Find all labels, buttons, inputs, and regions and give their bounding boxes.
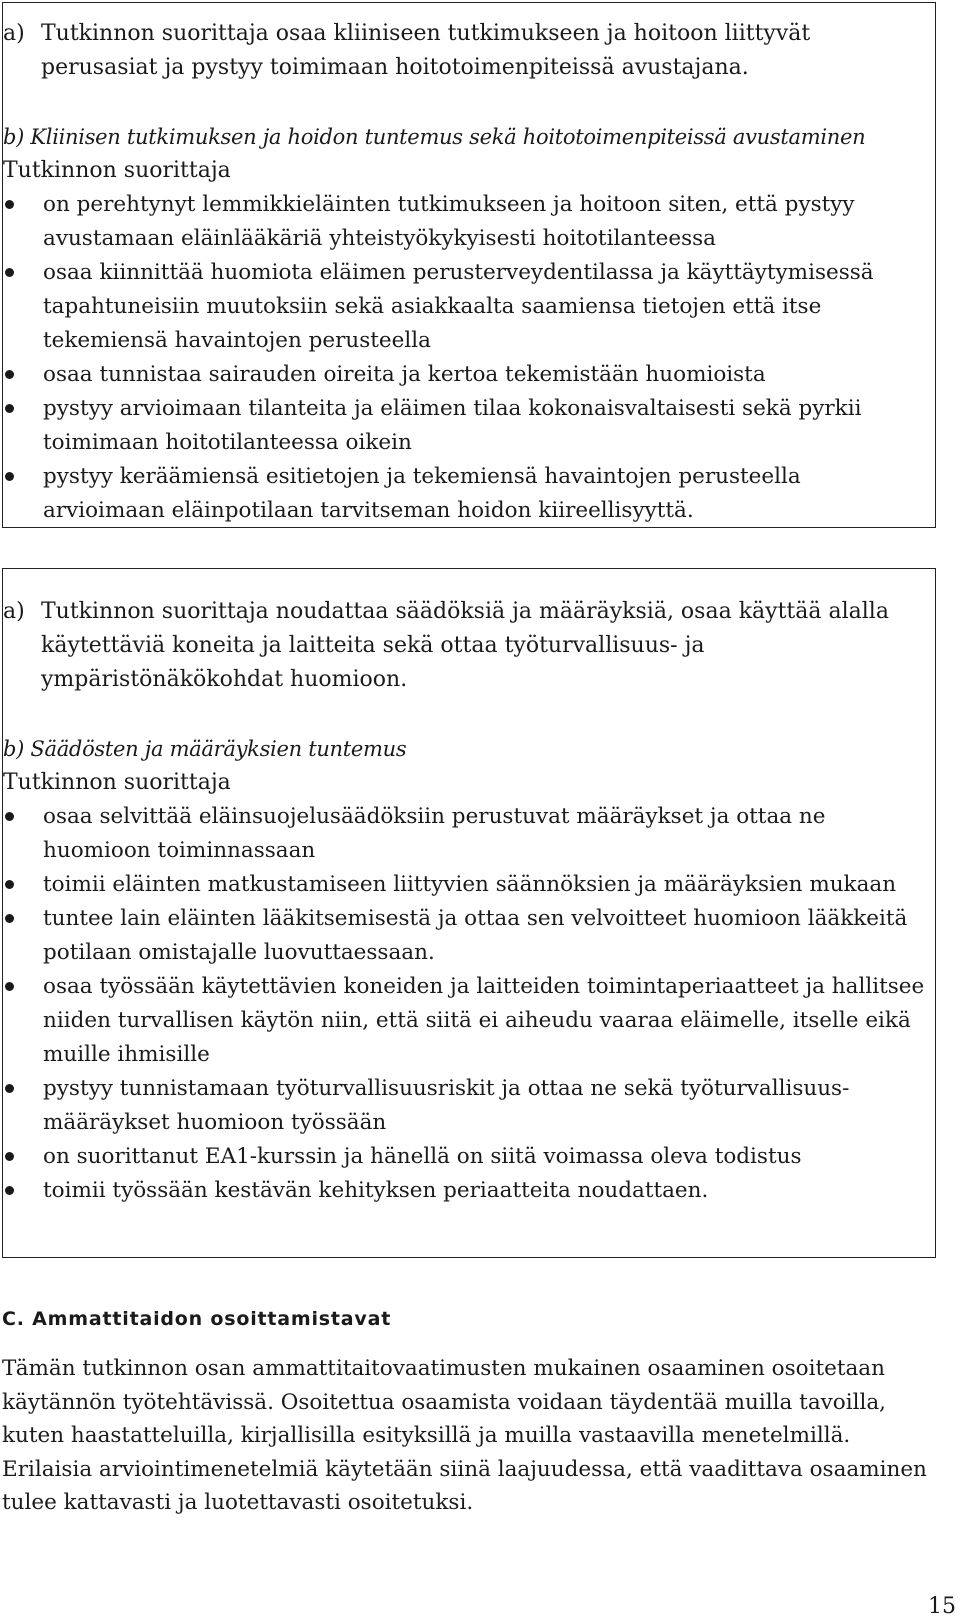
- spacer: [41, 697, 927, 732]
- bullet-icon: [5, 200, 14, 209]
- criteria-item: [3, 970, 927, 1072]
- criteria-item: [3, 902, 927, 970]
- bullet-icon: [5, 812, 14, 821]
- criteria-heading: b) Kliinisen tutkimuksen ja hoidon tuntemus sekä hoitotoimenpiteissä avustaminen: [3, 125, 866, 149]
- criteria-item-text: osaa selvittää eläinsuojelusäädöksiin perustuvat määräykset ja ottaa ne huomioon toiminnassaan: [43, 804, 826, 863]
- criteria-item: [3, 358, 927, 392]
- bullet-icon: [5, 880, 14, 889]
- criteria-item: [3, 1140, 927, 1174]
- criteria-item-text: pystyy tunnistamaan työturvallisuusriskit ja ottaa ne sekä työturvallisuus-määräykset huomioon työssään: [43, 1076, 850, 1135]
- bullet-icon: [5, 472, 14, 481]
- criteria-item-text: toimii työssään kestävän kehityksen periaatteita noudattaen.: [43, 1178, 709, 1203]
- criteria-item: [3, 868, 927, 902]
- page-number: 15: [928, 1594, 956, 1619]
- criteria-list: [3, 188, 927, 528]
- criteria-item: [3, 188, 927, 256]
- subject-label: Tutkinnon suorittaja: [3, 770, 231, 795]
- bullet-icon: [5, 1186, 14, 1195]
- bullet-icon: [5, 1084, 14, 1093]
- objective-a: [3, 17, 927, 85]
- criteria-list: [3, 800, 927, 1208]
- criteria-heading: b) Säädösten ja määräyksien tuntemus: [3, 737, 407, 761]
- bullet-icon: [5, 404, 14, 413]
- section-c-heading: C. Ammattitaidon osoittamistavat: [2, 1308, 392, 1330]
- item-label: a): [3, 21, 25, 46]
- box-content: [3, 17, 927, 528]
- objective-text: Tutkinnon suorittaja osaa kliiniseen tutkimukseen ja hoitoon liittyvät perusasiat ja pystyy toimimaan hoitotoimenpiteissä avustajana.: [41, 21, 811, 80]
- subject-label: Tutkinnon suorittaja: [3, 158, 231, 183]
- box-content: [3, 595, 927, 1208]
- criteria-item-text: toimii eläinten matkustamiseen liittyvien säännöksien ja määräyksien mukaan: [43, 872, 897, 897]
- criteria-item: [3, 460, 927, 528]
- criteria-item: [3, 256, 927, 358]
- bullet-icon: [5, 982, 14, 991]
- criteria-item-text: osaa työssään käytettävien koneiden ja laitteiden toimintaperiaatteet ja hallitsee niiden turvallisen käytön niin, että siitä ei aiheudu vaaraa eläimelle, itselle eikä muille ihmisille: [43, 974, 925, 1067]
- objective-a: [3, 595, 927, 697]
- section-c-body: Tämän tutkinnon osan ammattitaitovaatimusten mukainen osaaminen osoitetaan käytännön työtehtävissä. Osoitettua osaamista voidaan täydentää muilla tavoilla, kuten haastatteluilla, kirjallisilla esityksillä ja muilla vastaavilla menetelmillä. Erilaisia arviointimenetelmiä käytetään siinä laajuudessa, että vaadittava osaaminen tulee kattavasti ja luotettavasti osoitetuksi.: [2, 1356, 927, 1515]
- criteria-item-text: tuntee lain eläinten lääkitsemisestä ja ottaa sen velvoitteet huomioon lääkkeitä potilaan omistajalle luovuttaessaan.: [43, 906, 908, 965]
- bullet-icon: [5, 370, 14, 379]
- criteria-item: [3, 392, 927, 460]
- criteria-item-text: on perehtynyt lemmikkieläinten tutkimukseen ja hoitoon siten, että pystyy avustamaan eläinlääkäriä yhteistyökykyisesti hoitotilanteessa: [43, 192, 855, 251]
- criteria-item: [3, 1174, 927, 1208]
- bullet-icon: [5, 1152, 14, 1161]
- spacer: [41, 85, 927, 120]
- criteria-item-text: osaa tunnistaa sairauden oireita ja kertoa tekemistään huomioista: [43, 362, 766, 387]
- criteria-item-text: osaa kiinnittää huomiota eläimen perusterveydentilassa ja käyttäytymisessä tapahtuneisiin muutoksiin sekä asiakkaalta saamiensa tietojen että itse tekemiensä havaintojen perusteella: [43, 260, 874, 353]
- criteria-item-text: pystyy keräämiensä esitietojen ja tekemiensä havaintojen perusteella arvioimaan eläinpotilaan tarvitseman hoidon kiireellisyyttä.: [43, 464, 801, 523]
- criteria-box-regulations: [2, 568, 936, 1258]
- criteria-item-text: pystyy arvioimaan tilanteita ja eläimen tilaa kokonaisvaltaisesti sekä pyrkii toimimaan hoitotilanteessa oikein: [43, 396, 862, 455]
- objective-text: Tutkinnon suorittaja noudattaa säädöksiä ja määräyksiä, osaa käyttää alalla käytettäviä koneita ja laitteita sekä ottaa työturvallisuus- ja ympäristönäkökohdat huomioon.: [41, 599, 889, 692]
- criteria-box-clinical: [2, 2, 936, 528]
- bullet-icon: [5, 268, 14, 277]
- item-label: a): [3, 599, 25, 624]
- criteria-item: [3, 1072, 927, 1140]
- criteria-item-text: on suorittanut EA1-kurssin ja hänellä on siitä voimassa oleva todistus: [43, 1144, 802, 1169]
- criteria-item: [3, 800, 927, 868]
- bullet-icon: [5, 914, 14, 923]
